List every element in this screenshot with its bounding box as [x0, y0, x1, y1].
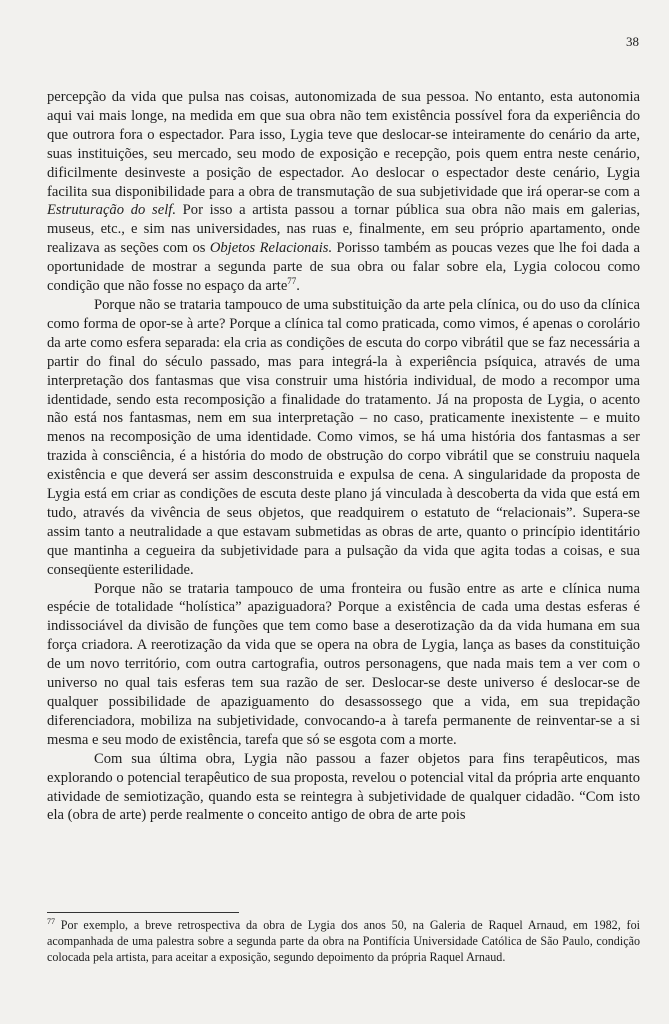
paragraph [47, 580, 640, 750]
page-number: 38 [626, 34, 639, 49]
footnote-reference: 77 [287, 276, 297, 287]
footnote-text: Por exemplo, a breve retrospectiva da obra de Lygia dos anos 50, na Galeria de Raquel Arnaud, em 1982, foi acompanhada de uma palestra sobre a segunda parte da obra na Pontifícia Universidade Católica de São Paulo, condição colocada pela artista, para aceitar a exposição, segundo depoimento da própria Raquel Arnaud. [47, 918, 640, 964]
italic-title: Objetos Relacionais. [209, 240, 333, 257]
body-text [47, 88, 640, 825]
footnote [47, 918, 640, 965]
text-segment: Por isso a artista passou a tornar pública sua obra não mais em galerias, museus, etc., e sim nas universidades, nas ruas e, finalmente, em seu próprio apartamento, onde realizava as seções com os [47, 202, 640, 257]
footnote-divider [47, 912, 239, 913]
text-segment: Porisso também as poucas vezes que lhe foi dada a oportunidade de mostrar a segunda parte de sua obra ou falar sobre ela, Lygia colocou como condição que não fosse no espaço da arte [47, 240, 640, 295]
italic-title: Estruturação do self. [47, 202, 176, 219]
text-segment: . [296, 278, 300, 295]
text-segment: Porque não se trataria tampouco de uma substituição da arte pela clínica, ou do uso da clínica como forma de opor-se à arte? Porque a clínica tal como praticada, como vimos, é apenas o corolário da arte como esfera separada: ela cria as condições de escuta do corpo vibrátil que se faz necessária a partir do final do século passado, mas para integrá-la à experiência psíquica, através de uma interpretação dos fantasmas que visa construir uma história individual, de modo a recompor uma identidade, sendo esta recomposição a finalidade do tratamento. Já na proposta de Lygia, o acento não está nos fantasmas, nem em sua interpretação – no caso, praticamente inexistente – e muito menos na recomposição de uma identidade. Como vimos, se há uma história dos fantasmas a ser trazida à consciência, é a história do modo de obstrução do corpo vibrátil que se construiu naquela existência e que deverá ser assim desconstruida e expulsa de cena. A singularidade da proposta de Lygia está em criar as condições de escuta deste plano já vinculada à descoberta da vida que está em tudo, através da vivência de seus objetos, que readquirem o estatuto de “relacionais”. Supera-se assim tanto a neutralidade a que estavam submetidas as obras de arte, quanto o princípio identitário que mantinha a cegueira da subjetividade para a pulsação da vida que agita todas a coisas, e sua conseqüente esterilidade. [47, 296, 640, 578]
footnote-marker: 77 [47, 916, 55, 926]
paragraph [47, 88, 640, 296]
paragraph [47, 296, 640, 580]
text-segment: percepção da vida que pulsa nas coisas, autonomizada de sua pessoa. No entanto, esta autonomia aqui vai mais longe, na medida em que sua obra não tem existência possível fora da experiência do que outrora fora o espectador. Para isso, Lygia teve que deslocar-se inteiramente do cenário da arte, suas instituições, seu mercado, seu modo de exposição e recepção, pois quem entra neste cenário, dificilmente desinveste a posição de espectador. Ao deslocar o espectador deste cenário, Lygia facilita sua disponibilidade para a obra de transmutação de sua subjetividade que irá operar-se com a [47, 89, 640, 200]
text-segment: Porque não se trataria tampouco de uma fronteira ou fusão entre as arte e clínica numa espécie de totalidade “holística” apaziguadora? Porque a existência de cada uma destas esferas é indissociável da divisão de funções que tem como base a deserotização da da vida humana em sua força criadora. A reerotização da vida que se opera na obra de Lygia, lança as bases da constituição de um novo território, com outra cartografia, outros personagens, que nada mais tem a ver com o universo no qual tais esferas tem sua razão de ser. Deslocar-se deste universo é deslocar-se de qualquer possibilidade de apaziguamento do desassossego que a vida, em sua trepidação diferenciadora, mobiliza na subjetividade, convocando-a à tarefa permanente de reinventar-se a si mesma e seu modo de existência, tarefa que só se esgota com a morte. [47, 580, 640, 748]
text-segment: Com sua última obra, Lygia não passou a fazer objetos para fins terapêuticos, mas explorando o potencial terapêutico de sua proposta, revelou o potencial vital da própria arte enquanto atividade de semiotização, quando esta se reintegra à subjetividade de qualquer cidadão. “Com isto ela (obra de arte) perde realmente o conceito antigo de obra de arte pois [47, 750, 640, 824]
paragraph [47, 750, 640, 826]
